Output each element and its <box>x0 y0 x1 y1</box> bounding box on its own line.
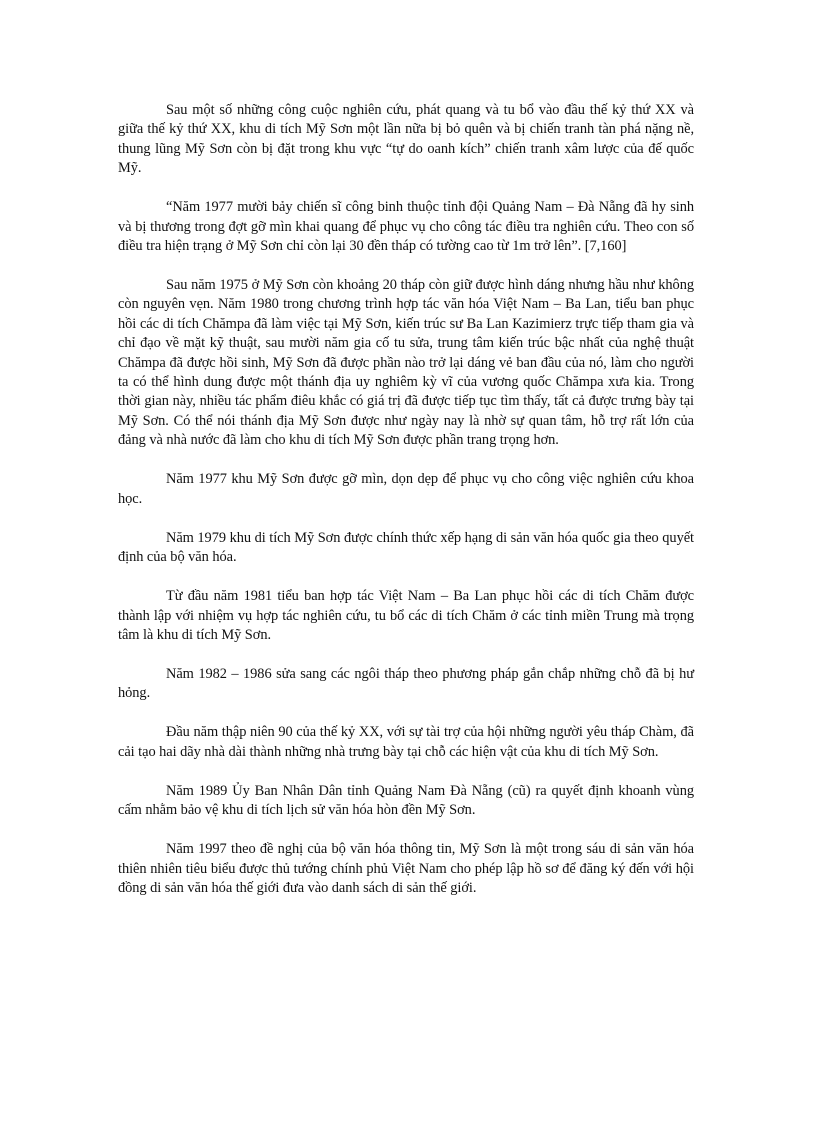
paragraph-1979: Năm 1979 khu di tích Mỹ Sơn được chính thức xếp hạng di sản văn hóa quốc gia theo quyết định của bộ văn hóa. <box>118 529 694 566</box>
paragraph-1997: Năm 1997 theo đề nghị của bộ văn hóa thông tin, Mỹ Sơn là một trong sáu di sản văn hóa thiên nhiên tiêu biểu được thủ tướng chính phủ Việt Nam cho phép lập hồ sơ để đăng ký đến với hội đồng di sản văn hóa thế giới đưa vào danh sách di sản thế giới. <box>118 841 694 896</box>
paragraph-1981: Từ đầu năm 1981 tiểu ban hợp tác Việt Nam – Ba Lan phục hồi các di tích Chăm được thành lập với nhiệm vụ hợp tác nghiên cứu, tu bổ các di tích Chăm ở các tỉnh miền Trung mà trọng tâm là khu di tích Mỹ Sơn. <box>118 588 694 643</box>
paragraph-1990s: Đầu năm thập niên 90 của thế kỷ XX, với sự tài trợ của hội những người yêu tháp Chàm, đã cải tạo hai dãy nhà dài thành những nhà trưng bày tại chỗ các hiện vật của khu di tích Mỹ Sơn. <box>118 724 694 760</box>
paragraph-quote-1977: “Năm 1977 mười bảy chiến sĩ công binh thuộc tỉnh đội Quảng Nam – Đà Nẵng đã hy sinh và bị thương trong đợt gỡ mìn khai quang để phục vụ cho công tác điều tra nghiên cứu. Theo con số điều tra hiện trạng ở Mỹ Sơn chỉ còn lại 30 đền tháp có tường cao từ 1m trở lên”. [7,160] <box>118 199 694 255</box>
paragraph-1977: Năm 1977 khu Mỹ Sơn được gỡ mìn, dọn dẹp để phục vụ cho công việc nghiên cứu khoa học. <box>118 471 694 507</box>
paragraph-1982-1986: Năm 1982 – 1986 sửa sang các ngôi tháp theo phương pháp gắn chắp những chỗ đã bị hư hỏng. <box>118 665 694 702</box>
paragraph-research-history: Sau một số những công cuộc nghiên cứu, phát quang và tu bổ vào đầu thế kỷ thứ XX và giữa thế kỷ thứ XX, khu di tích Mỹ Sơn một lần nữa bị bỏ quên và bị chiến tranh tàn phá nặng nề, thung lũng Mỹ Sơn còn bị đặt trong khu vực “tự do oanh kích” chiến tranh xâm lược của đế quốc Mỹ. <box>118 102 694 177</box>
document-body <box>118 101 694 898</box>
paragraph-1989: Năm 1989 Ủy Ban Nhân Dân tỉnh Quảng Nam Đà Nẵng (cũ) ra quyết định khoanh vùng cấm nhằm bảo vệ khu di tích lịch sử văn hóa hòn đền Mỹ Sơn. <box>118 782 694 819</box>
paragraph-restoration-1975: Sau năm 1975 ở Mỹ Sơn còn khoảng 20 tháp còn giữ được hình dáng nhưng hầu như không còn nguyên vẹn. Năm 1980 trong chương trình hợp tác văn hóa Việt Nam – Ba Lan, tiểu ban phục hồi các di tích Chămpa đã làm việc tại Mỹ Sơn, kiến trúc sư Ba Lan Kazimierz trực tiếp tham gia và chỉ đạo về mặt kỹ thuật, sau mười năm gia cố tu sửa, trung tâm kiến trúc bậc nhất của nghệ thuật Chămpa đã được hồi sinh, Mỹ Sơn đã được phần nào trở lại dáng vẻ ban đầu của nó, làm cho người ta có thể hình dung được một thánh địa uy nghiêm kỳ vĩ của vương quốc Chămpa xưa kia. Trong thời gian này, nhiều tác phẩm điêu khắc có giá trị đã được tiếp tục tìm thấy, tất cả được trưng bày tại Mỹ Sơn. Có thể nói thánh địa Mỹ Sơn được như ngày nay là nhờ sự quan tâm, hỗ trợ rất lớn của đảng và nhà nước đã làm cho khu di tích Mỹ Sơn được phần trang trọng hơn. <box>118 277 694 449</box>
